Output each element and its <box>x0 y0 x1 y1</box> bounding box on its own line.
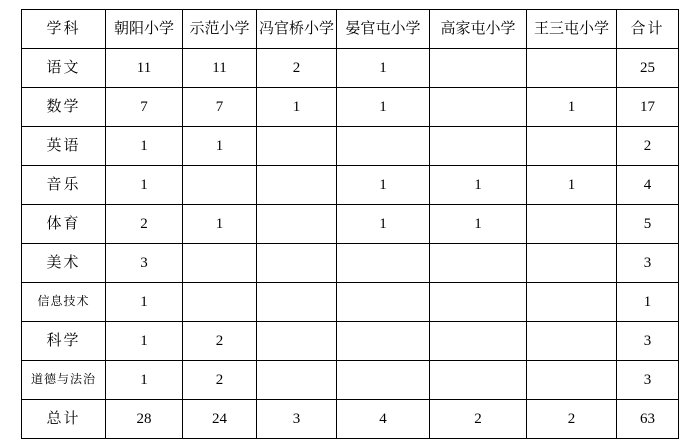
table-cell <box>257 244 337 283</box>
table-cell <box>430 283 527 322</box>
table-row <box>22 166 679 205</box>
table-cell: 1 <box>183 127 257 166</box>
table-cell <box>337 322 430 361</box>
table-cell: 11 <box>106 49 183 88</box>
table-cell <box>183 283 257 322</box>
table-cell <box>257 205 337 244</box>
table-header-cell: 合计 <box>617 10 679 49</box>
table-cell: 3 <box>617 244 679 283</box>
table-cell <box>430 322 527 361</box>
table-cell <box>257 127 337 166</box>
table-cell: 1 <box>106 127 183 166</box>
table-cell <box>337 283 430 322</box>
row-label: 道德与法治 <box>22 361 106 400</box>
table-header-row <box>22 10 679 49</box>
table-cell: 2 <box>183 361 257 400</box>
table-cell <box>337 244 430 283</box>
table-cell <box>527 49 617 88</box>
table-cell <box>183 166 257 205</box>
table-cell: 1 <box>106 166 183 205</box>
row-label: 音乐 <box>22 166 106 205</box>
table-row <box>22 361 679 400</box>
table-cell: 1 <box>430 166 527 205</box>
table-row <box>22 322 679 361</box>
table-cell <box>337 361 430 400</box>
row-label: 总计 <box>22 400 106 439</box>
table-cell: 4 <box>337 400 430 439</box>
table-cell <box>183 244 257 283</box>
table-cell: 17 <box>617 88 679 127</box>
table-cell <box>430 244 527 283</box>
table-cell: 11 <box>183 49 257 88</box>
table-row <box>22 244 679 283</box>
table-cell: 1 <box>337 49 430 88</box>
table-header-cell: 高家屯小学 <box>430 10 527 49</box>
table-cell: 1 <box>183 205 257 244</box>
table-cell <box>527 127 617 166</box>
subject-school-table <box>21 9 679 439</box>
table-header-cell: 学科 <box>22 10 106 49</box>
table-cell: 7 <box>183 88 257 127</box>
table-cell: 1 <box>257 88 337 127</box>
table-cell: 3 <box>257 400 337 439</box>
table-cell: 2 <box>617 127 679 166</box>
table-cell: 28 <box>106 400 183 439</box>
table-cell <box>527 283 617 322</box>
table-cell <box>257 322 337 361</box>
table-cell <box>257 166 337 205</box>
table-total-row <box>22 400 679 439</box>
table-cell: 2 <box>527 400 617 439</box>
table-cell <box>430 361 527 400</box>
row-label: 数学 <box>22 88 106 127</box>
table-cell: 1 <box>106 361 183 400</box>
table-cell: 1 <box>106 283 183 322</box>
table-row <box>22 127 679 166</box>
table-cell: 7 <box>106 88 183 127</box>
table-cell: 1 <box>527 88 617 127</box>
table-cell: 2 <box>183 322 257 361</box>
table-cell: 2 <box>106 205 183 244</box>
row-label: 科学 <box>22 322 106 361</box>
table-cell: 1 <box>617 283 679 322</box>
table-cell: 63 <box>617 400 679 439</box>
table-cell: 3 <box>106 244 183 283</box>
table-cell: 1 <box>527 166 617 205</box>
table-header-cell: 王三屯小学 <box>527 10 617 49</box>
table-header-cell: 晏官屯小学 <box>337 10 430 49</box>
table-cell <box>430 49 527 88</box>
table-cell <box>430 88 527 127</box>
table-row <box>22 88 679 127</box>
table-cell <box>527 244 617 283</box>
table-cell: 1 <box>106 322 183 361</box>
table-cell <box>337 127 430 166</box>
row-label: 语文 <box>22 49 106 88</box>
table-cell: 2 <box>430 400 527 439</box>
table-cell: 1 <box>337 88 430 127</box>
row-label: 信息技术 <box>22 283 106 322</box>
table-header-cell: 冯官桥小学 <box>257 10 337 49</box>
table-row <box>22 49 679 88</box>
table-cell: 1 <box>337 205 430 244</box>
table-cell: 1 <box>430 205 527 244</box>
table-row <box>22 205 679 244</box>
table-header-cell: 朝阳小学 <box>106 10 183 49</box>
table-cell <box>430 127 527 166</box>
row-label: 英语 <box>22 127 106 166</box>
row-label: 美术 <box>22 244 106 283</box>
table-cell: 3 <box>617 361 679 400</box>
table-header-cell: 示范小学 <box>183 10 257 49</box>
table-cell: 24 <box>183 400 257 439</box>
table-cell <box>527 361 617 400</box>
data-table-container <box>21 9 678 434</box>
table-cell <box>257 361 337 400</box>
table-cell: 5 <box>617 205 679 244</box>
table-cell: 4 <box>617 166 679 205</box>
table-cell <box>257 283 337 322</box>
row-label: 体育 <box>22 205 106 244</box>
table-cell <box>527 205 617 244</box>
table-row <box>22 283 679 322</box>
table-cell: 2 <box>257 49 337 88</box>
table-cell <box>527 322 617 361</box>
table-cell: 3 <box>617 322 679 361</box>
table-cell: 1 <box>337 166 430 205</box>
table-cell: 25 <box>617 49 679 88</box>
